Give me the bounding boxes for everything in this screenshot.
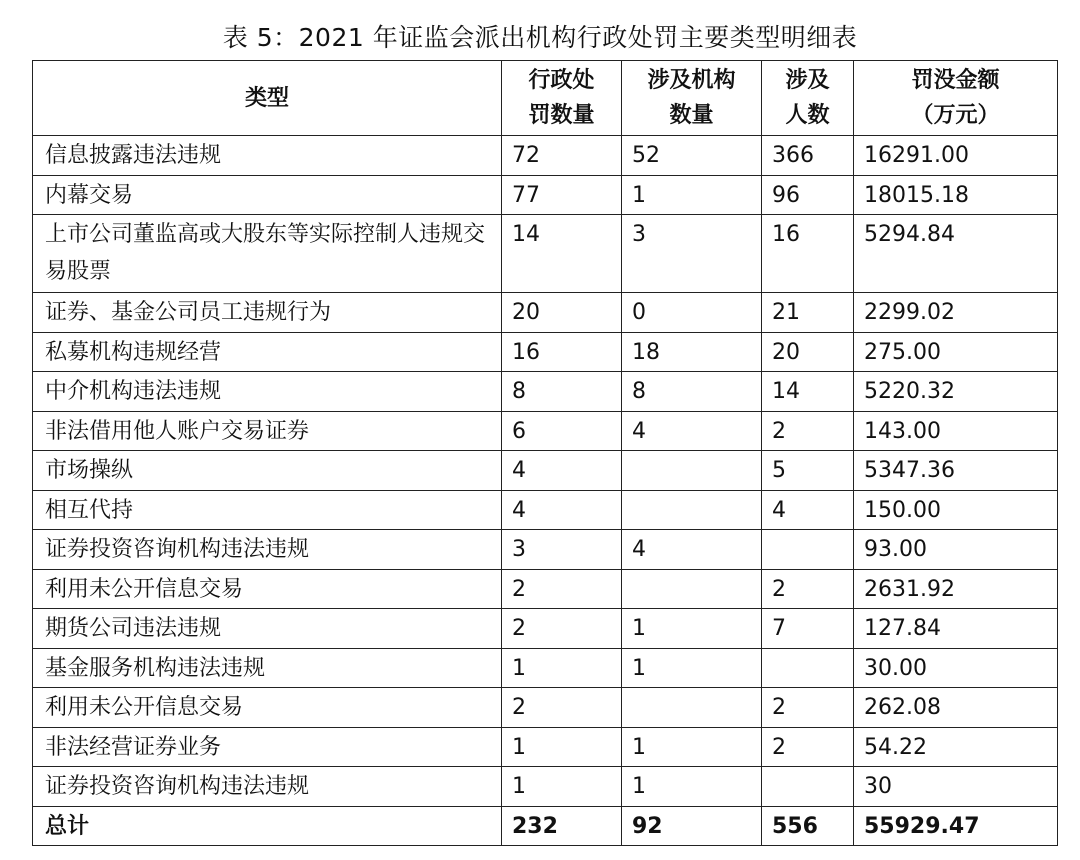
cell-amount: 5294.84 [854, 215, 1058, 293]
table-row [33, 215, 1058, 293]
cell-people: 5 [762, 451, 854, 491]
header-institutions [622, 61, 762, 136]
cell-people [762, 648, 854, 688]
cell-type: 证券、基金公司员工违规行为 [33, 293, 502, 333]
cell-count: 8 [502, 372, 622, 412]
cell-people: 96 [762, 175, 854, 215]
cell-people: 14 [762, 372, 854, 412]
table-row [33, 293, 1058, 333]
penalty-table [32, 60, 1058, 846]
cell-type: 相互代持 [33, 490, 502, 530]
header-amount-line2: （万元） [911, 103, 1000, 128]
cell-count: 4 [502, 451, 622, 491]
cell-amount: 2299.02 [854, 293, 1058, 333]
table-title: 表 5：2021 年证监会派出机构行政处罚主要类型明细表 [222, 23, 858, 52]
header-people [762, 61, 854, 136]
cell-type: 非法经营证券业务 [33, 727, 502, 767]
total-people: 556 [762, 806, 854, 846]
cell-count: 3 [502, 530, 622, 570]
cell-people [762, 530, 854, 570]
table-row [33, 136, 1058, 176]
header-penalty-count [502, 61, 622, 136]
table-row [33, 332, 1058, 372]
cell-amount: 30.00 [854, 648, 1058, 688]
cell-people: 2 [762, 727, 854, 767]
cell-institutions: 1 [622, 767, 762, 807]
cell-amount: 275.00 [854, 332, 1058, 372]
table-row [33, 727, 1058, 767]
table-row [33, 609, 1058, 649]
cell-count: 2 [502, 569, 622, 609]
table-row [33, 648, 1058, 688]
header-amount-line1: 罚没金额 [911, 68, 1000, 93]
cell-institutions: 0 [622, 293, 762, 333]
cell-people: 2 [762, 688, 854, 728]
total-label: 总计 [33, 806, 502, 846]
cell-institutions [622, 490, 762, 530]
cell-type: 利用未公开信息交易 [33, 569, 502, 609]
table-row [33, 767, 1058, 807]
header-penalty-count-line2: 罚数量 [528, 103, 595, 128]
cell-type: 利用未公开信息交易 [33, 688, 502, 728]
cell-amount: 127.84 [854, 609, 1058, 649]
header-institutions-line2: 数量 [669, 103, 714, 128]
cell-type: 期货公司违法违规 [33, 609, 502, 649]
header-people-line1: 涉及 [785, 68, 830, 93]
cell-type: 市场操纵 [33, 451, 502, 491]
cell-type: 内幕交易 [33, 175, 502, 215]
cell-institutions [622, 569, 762, 609]
header-type: 类型 [33, 61, 502, 136]
cell-type: 证券投资咨询机构违法违规 [33, 530, 502, 570]
table-row [33, 530, 1058, 570]
cell-count: 4 [502, 490, 622, 530]
table-row [33, 411, 1058, 451]
cell-count: 2 [502, 609, 622, 649]
table-row [33, 372, 1058, 412]
cell-type: 非法借用他人账户交易证券 [33, 411, 502, 451]
table-row [33, 688, 1058, 728]
cell-count: 77 [502, 175, 622, 215]
header-institutions-line1: 涉及机构 [647, 68, 736, 93]
total-count: 232 [502, 806, 622, 846]
cell-amount: 5347.36 [854, 451, 1058, 491]
cell-people: 21 [762, 293, 854, 333]
total-row [33, 806, 1058, 846]
cell-institutions: 4 [622, 530, 762, 570]
cell-count: 16 [502, 332, 622, 372]
cell-count: 1 [502, 767, 622, 807]
cell-type: 私募机构违规经营 [33, 332, 502, 372]
cell-institutions: 1 [622, 727, 762, 767]
cell-count: 72 [502, 136, 622, 176]
cell-type: 基金服务机构违法违规 [33, 648, 502, 688]
cell-institutions: 4 [622, 411, 762, 451]
cell-count: 1 [502, 727, 622, 767]
table-row [33, 490, 1058, 530]
cell-count: 1 [502, 648, 622, 688]
cell-type: 上市公司董监高或大股东等实际控制人违规交易股票 [33, 215, 502, 293]
cell-people: 2 [762, 411, 854, 451]
table-row [33, 569, 1058, 609]
cell-amount: 262.08 [854, 688, 1058, 728]
header-row [33, 61, 1058, 136]
cell-amount: 30 [854, 767, 1058, 807]
cell-type: 信息披露违法违规 [33, 136, 502, 176]
cell-institutions: 8 [622, 372, 762, 412]
cell-institutions [622, 451, 762, 491]
total-institutions: 92 [622, 806, 762, 846]
cell-amount: 54.22 [854, 727, 1058, 767]
cell-people: 4 [762, 490, 854, 530]
cell-institutions [622, 688, 762, 728]
table-row [33, 451, 1058, 491]
cell-people: 7 [762, 609, 854, 649]
cell-institutions: 52 [622, 136, 762, 176]
cell-count: 6 [502, 411, 622, 451]
cell-people: 366 [762, 136, 854, 176]
cell-institutions: 1 [622, 648, 762, 688]
cell-people: 16 [762, 215, 854, 293]
cell-people [762, 767, 854, 807]
cell-amount: 18015.18 [854, 175, 1058, 215]
cell-amount: 5220.32 [854, 372, 1058, 412]
cell-count: 2 [502, 688, 622, 728]
table-row [33, 175, 1058, 215]
header-penalty-count-line1: 行政处 [528, 68, 595, 93]
cell-people: 20 [762, 332, 854, 372]
cell-type: 中介机构违法违规 [33, 372, 502, 412]
cell-type: 证券投资咨询机构违法违规 [33, 767, 502, 807]
cell-amount: 143.00 [854, 411, 1058, 451]
cell-amount: 16291.00 [854, 136, 1058, 176]
header-amount [854, 61, 1058, 136]
cell-amount: 93.00 [854, 530, 1058, 570]
cell-count: 14 [502, 215, 622, 293]
header-people-line2: 人数 [785, 103, 830, 128]
cell-count: 20 [502, 293, 622, 333]
cell-amount: 150.00 [854, 490, 1058, 530]
cell-institutions: 1 [622, 609, 762, 649]
cell-amount: 2631.92 [854, 569, 1058, 609]
cell-institutions: 18 [622, 332, 762, 372]
total-amount: 55929.47 [854, 806, 1058, 846]
cell-people: 2 [762, 569, 854, 609]
cell-institutions: 1 [622, 175, 762, 215]
cell-institutions: 3 [622, 215, 762, 293]
